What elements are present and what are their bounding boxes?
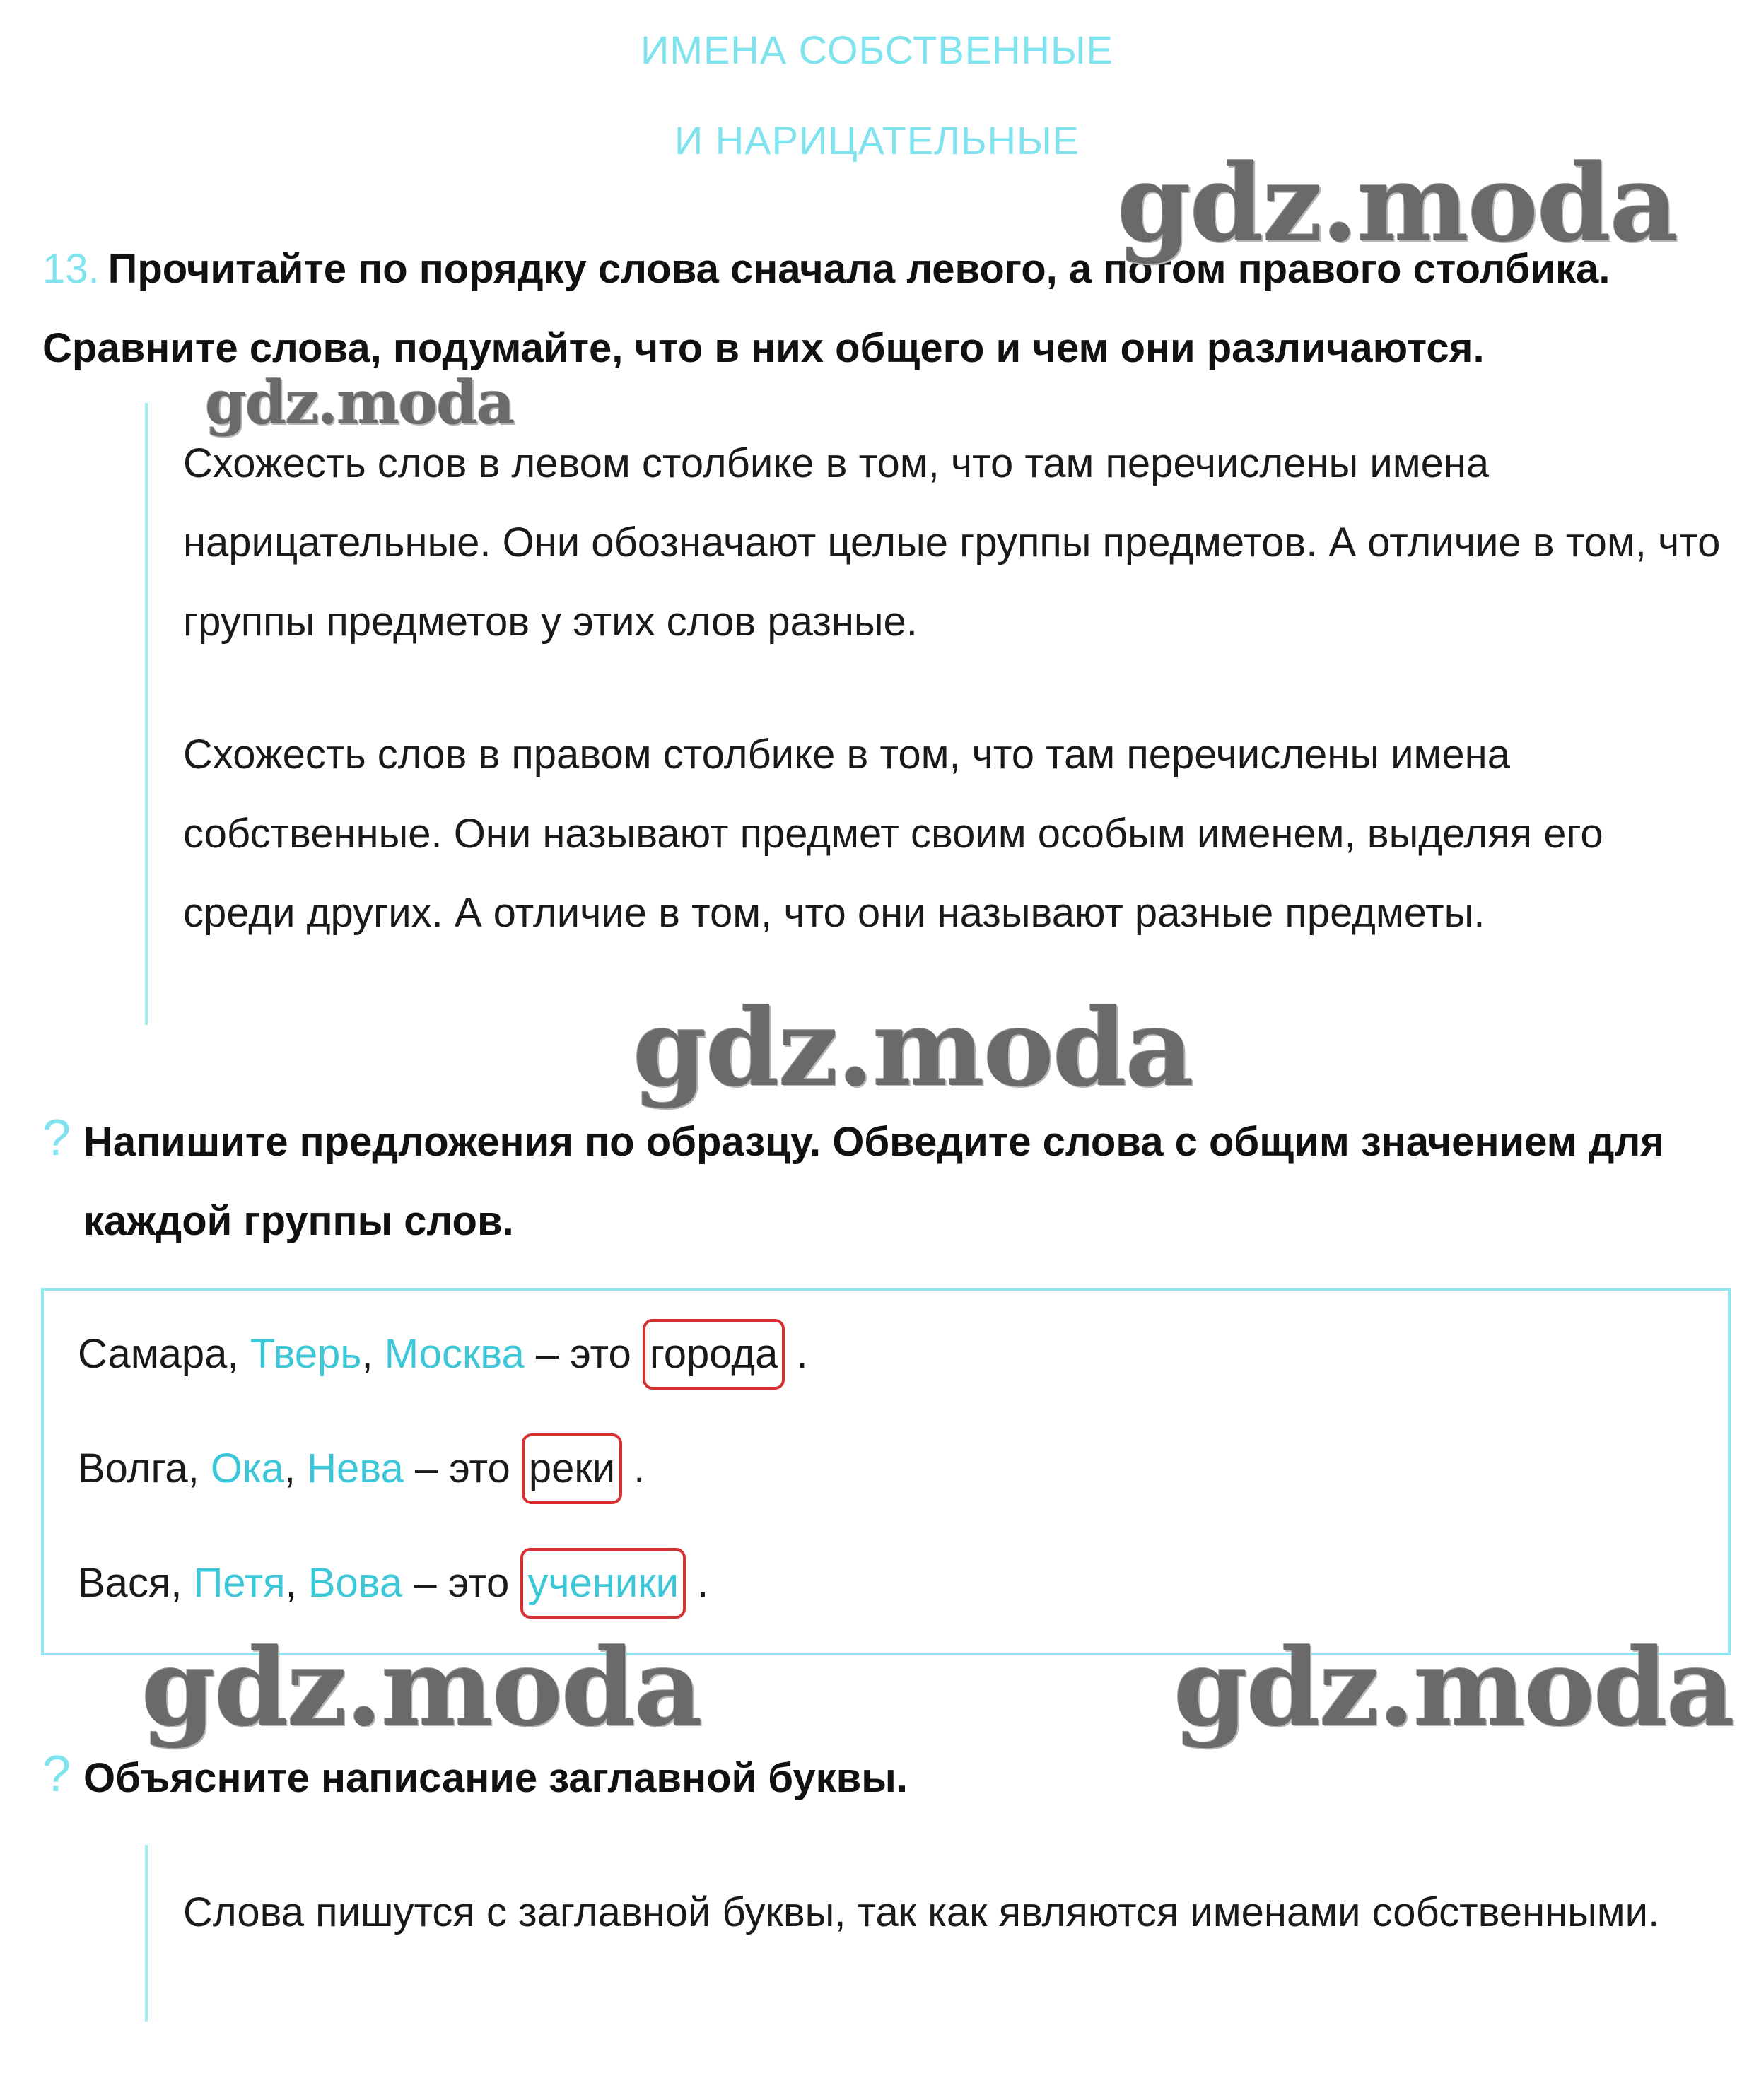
watermark: gdz.moda bbox=[1174, 1626, 1734, 1750]
task-number: 13. bbox=[42, 246, 100, 292]
question-text: Напишите предложения по образцу. Обведите слова с общим значением для каждой группы слов. bbox=[83, 1119, 1665, 1244]
question-mark-icon: ? bbox=[42, 1110, 71, 1166]
section-title-line1: ИМЕНА СОБСТВЕННЫЕ bbox=[641, 28, 1113, 72]
circled-word: реки bbox=[522, 1433, 622, 1504]
example-row bbox=[78, 1319, 808, 1390]
example-word-highlight: Ока bbox=[210, 1445, 284, 1491]
watermark: gdz.moda bbox=[205, 368, 514, 438]
example-separator: , bbox=[285, 1560, 297, 1606]
question-1 bbox=[42, 1103, 1704, 1261]
watermark: gdz.moda bbox=[1117, 141, 1678, 266]
example-word: Вася, bbox=[78, 1560, 182, 1606]
examples-box bbox=[41, 1288, 1731, 1655]
task-text: Прочитайте по порядку слова сначала левого, а потом правого столбика. Сравните слова, подумайте, что в них общего и чем они различаются. bbox=[42, 246, 1610, 371]
answer-paragraph: Схожесть слов в правом столбике в том, что там перечислены имена собственные. Они называют предмет своим особым именем, выделяя его среди других. А отличие в том, что они называют разные предметы. bbox=[183, 732, 1603, 936]
section-title-line2: И НАРИЦАТЕЛЬНЫЕ bbox=[674, 118, 1080, 163]
example-word-highlight: Петя bbox=[193, 1560, 286, 1606]
watermark: gdz.moda bbox=[141, 1626, 702, 1750]
example-period: . bbox=[796, 1331, 808, 1377]
example-separator: , bbox=[361, 1331, 373, 1377]
answer-paragraph: Слова пишутся с заглавной буквы, так как являются именами собственными. bbox=[183, 1889, 1660, 1935]
watermark: gdz.moda bbox=[633, 986, 1193, 1110]
circled-word: города bbox=[643, 1319, 785, 1390]
example-dash: – это bbox=[402, 1560, 510, 1606]
answer-paragraph: Схожесть слов в левом столбике в том, что там перечислены имена нарицательные. Они обозначают целые группы предметов. А отличие в том, что группы предметов у этих слов разные. bbox=[183, 440, 1721, 645]
example-row bbox=[78, 1433, 645, 1504]
answer-block-2 bbox=[145, 1845, 1660, 2022]
example-period: . bbox=[633, 1445, 645, 1491]
example-period: . bbox=[697, 1560, 709, 1606]
example-word-highlight: Вова bbox=[308, 1560, 403, 1606]
example-word: Волга, bbox=[78, 1445, 199, 1491]
question-2 bbox=[42, 1739, 1704, 1818]
question-mark-icon: ? bbox=[42, 1746, 71, 1802]
example-dash: – это bbox=[403, 1445, 510, 1491]
example-word-highlight: Нева bbox=[307, 1445, 404, 1491]
example-word: Самара, bbox=[78, 1331, 239, 1377]
circled-word: ученики bbox=[520, 1548, 686, 1619]
example-separator: , bbox=[283, 1445, 296, 1491]
question-text: Объясните написание заглавной буквы. bbox=[83, 1755, 908, 1801]
example-word-highlight: Москва bbox=[384, 1331, 525, 1377]
example-word-highlight: Тверь bbox=[250, 1331, 362, 1377]
example-dash: – это bbox=[524, 1331, 631, 1377]
example-row bbox=[78, 1548, 708, 1619]
